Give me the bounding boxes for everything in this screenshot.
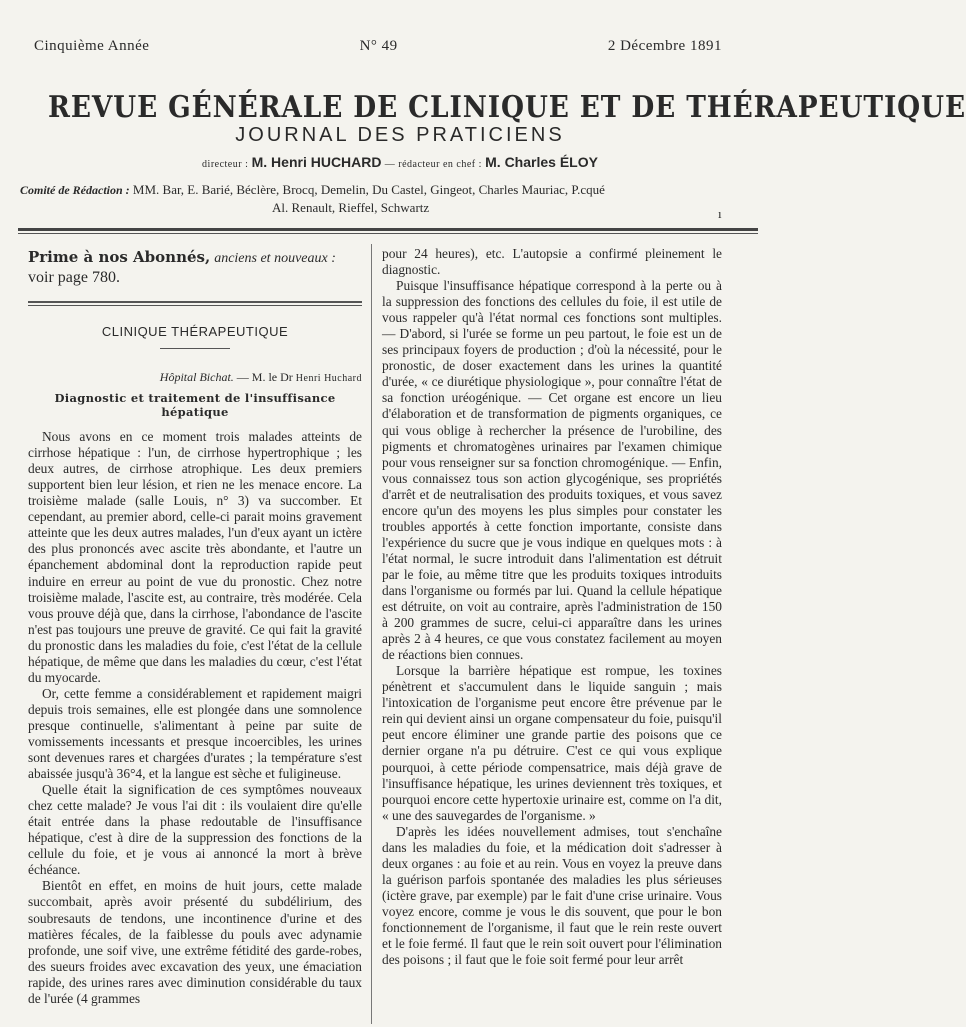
- paragraph: Or, cette femme a considérablement et rapidement maigri depuis trois semaines, elle est plongée dans une somnolence presque continuelle, s'alimentant à peine par suite de vomissements incessants et presque incoercibles, les urines sont devenues rares et chargées d'urates ; la température s'est abaissée jusqu'à 36°4, et la langue est sèche et fuligineuse.: [28, 685, 362, 782]
- paragraph: Bientôt en effet, en moins de huit jours, cette malade succombait, après avoir présenté du subdélirium, des soubresauts de tendons, une incontinence d'urine et des matières fécales, de la faiblesse du pouls avec adynamie profonde, une soif vive, une extrême fétidité des garde-robes, des sueurs froides avec excavation des yeux, une émaciation rapide, des urines rares avec diminution considérable du taux de l'urée (4 grammes: [28, 878, 362, 1006]
- section-heading: CLINIQUE THÉRAPEUTIQUE: [101, 324, 289, 339]
- committee-members-1: MM. Bar, E. Barié, Béclère, Brocq, Demelin, Du Castel, Gingeot, Charles Mauriac, P.cqué: [132, 182, 605, 197]
- directeur-label: directeur :: [202, 159, 249, 170]
- article-title: Diagnostic et traitement de l'insuffisance hépatique: [54, 391, 336, 420]
- right-column: [382, 246, 722, 968]
- committee-label: Comité de Rédaction :: [20, 183, 130, 197]
- paragraph: pour 24 heures), etc. L'autopsie a confirmé pleinement le diagnostic.: [382, 246, 722, 278]
- editorial-committee: [20, 181, 740, 216]
- byline-prefix: — M. le Dr: [236, 370, 293, 385]
- article-byline: [28, 369, 362, 387]
- journal-title: REVUE GÉNÉRALE DE CLINIQUE ET DE THÉRAPEUTIQUE: [48, 90, 966, 125]
- left-column: [28, 248, 362, 1007]
- paragraph: Quelle était la signification de ces symptômes nouveaux chez cette malade? Je vous l'ai dit : ils voulaient dire qu'elle était entrée dans la phase redoutable de l'insuffisance hépatique, c'est à dire de la suppression des fonctions de la cellule du foie, et je vous ai annoncé la mort à brève échéance.: [28, 782, 362, 878]
- paragraph: Lorsque la barrière hépatique est rompue, les toxines pénètrent et s'accumulent dans le liquide sanguin ; mais l'intoxication de l'organisme peut encore être prévenue par le rein qui devient ainsi un organe compensateur du foie, puisqu'il peut encore éliminer une grande partie des poisons que ce dernier organe n'a pu détruire. C'est ce qui vous explique pourquoi, à cette période compensatrice, mais déjà grave de l'insuffisance hépatique, les urines deviennent très toxiques, et pourquoi encore cette hypertoxie urinaire est, comme on l'a dit, « une des sauvegardes de l'organisme. »: [382, 663, 722, 823]
- header-rule-thin: [18, 233, 758, 234]
- paragraph: Puisque l'insuffisance hépatique correspond à la perte ou à la suppression des fonctions des cellules du foie, il est utile de vous rappeler qu'à l'état normal ces fonctions sont multiples. — D'abord, si l'urée se forme un peu partout, le foie est un de ses principaux foyers de production ; d'où la nécessité, pour le pronostic, de doser exactement dans les urines la quantité d'urée, « ce diurétique physiologique », pour connaître l'état de sa fonction uréogénique. — Cet organe est encore un lieu d'élaboration et de transformation de pigments organiques, ce qui vous oblige à rechercher la présence de l'urobiline, des pigments et chromatogènes urinaires par l'examen chimique pour vous renseigner sur sa fonction chromogénique. — Enfin, vous connaissez tous son action glycogénique, ses propriétés d'arrêt et de neutralisation des produits toxiques, et vous savez encore qu'un des moyens les plus simples pour constater les troubles apportés à cette fonction importante, consiste dans l'expérience du sucre que je vous indique en quelques mots : à l'état normal, le sucre introduit dans l'alimentation est détruit par le foie, au même titre que les produits toxiques introduits dans l'organisme ou formés par lui. Quand la cellule hépatique est détruite, on voit au contraire, après l'administration de 150 à 200 grammes de sucre, celui-ci apparaître dans les urines après 2 à 4 heures, ce que vous constatez facilement au moyen de réactions bien connues.: [382, 278, 722, 663]
- hospital-name: Hôpital Bichat.: [159, 370, 234, 385]
- issue-header: [34, 38, 722, 55]
- directeur-name: M. Henri HUCHARD: [251, 154, 382, 170]
- prime-heading: Prime à nos Abonnés,: [28, 248, 211, 266]
- subscriber-notice: [28, 248, 362, 287]
- journal-subtitle: JOURNAL DES PRATICIENS: [235, 124, 565, 146]
- author-name: Henri Huchard: [295, 373, 362, 385]
- column-divider: [371, 244, 372, 1024]
- editors-line: [0, 154, 800, 171]
- volume-label: Cinquième Année: [34, 38, 150, 54]
- issue-number: N° 49: [359, 38, 398, 54]
- committee-members-2: Al. Renault, Rieffel, Schwartz: [272, 200, 430, 215]
- issue-date: 2 Décembre 1891: [607, 38, 722, 54]
- redacteur-name: M. Charles ÉLOY: [485, 154, 598, 170]
- prime-italic: anciens et nouveaux :: [214, 251, 336, 266]
- section-rule: [28, 301, 362, 306]
- paragraph: D'après les idées nouvellement admises, tout s'enchaîne dans les maladies du foie, et la médication doit s'adresser à deux organes : au foie et au rein. Vous en voyez la preuve dans la guérison parfois spontanée des maladies les plus sérieuses (ictère grave, par exemple) par le fait d'une crise urinaire. Vous voyez encore, comme je vous le dis souvent, que pour le bon fonctionnement de l'organisme, il faut que le rein reste ouvert et le foie fermé. Il faut que le rein soit ouvert pour l'élimination des poisons ; il faut que le foie soit fermé pour leur arrêt: [382, 823, 722, 968]
- paragraph: Nous avons en ce moment trois malades atteints de cirrhose hépatique : l'un, de cirrhose hypertrophique ; les deux autres, de cirrhose atrophique. Les deux premiers supportent bien leur lésion, et rien ne les menace encore. La troisième malade (salle Louis, n° 3) va succomber. Et cependant, au premier abord, celle-ci parait moins gravement atteinte que les deux autres malades, l'un d'eux ayant un ictère des plus prononcés avec ascite très abondante, et l'autre un épanchement abdominal dont la reproduction rapide peut induire en erreur au point de vue du pronostic. Chez notre troisième malade, l'ascite est, au contraire, très modérée. Cela vous prouve déjà que, dans la cirrhose, l'abondance de l'ascite n'est pas toujours une preuve de gravité. Ce qui fait la gravité du pronostic dans les maladies du foie, c'est l'état de la cellule hépatique, de même que dans les maladies du cœur, c'est l'état du myocarde.: [28, 429, 362, 685]
- stray-mark: ı: [718, 206, 722, 221]
- section-underline: [160, 348, 230, 349]
- prime-page-ref: voir page 780.: [28, 269, 120, 286]
- redacteur-label: — rédacteur en chef :: [384, 159, 482, 170]
- header-rule-thick: [18, 228, 758, 231]
